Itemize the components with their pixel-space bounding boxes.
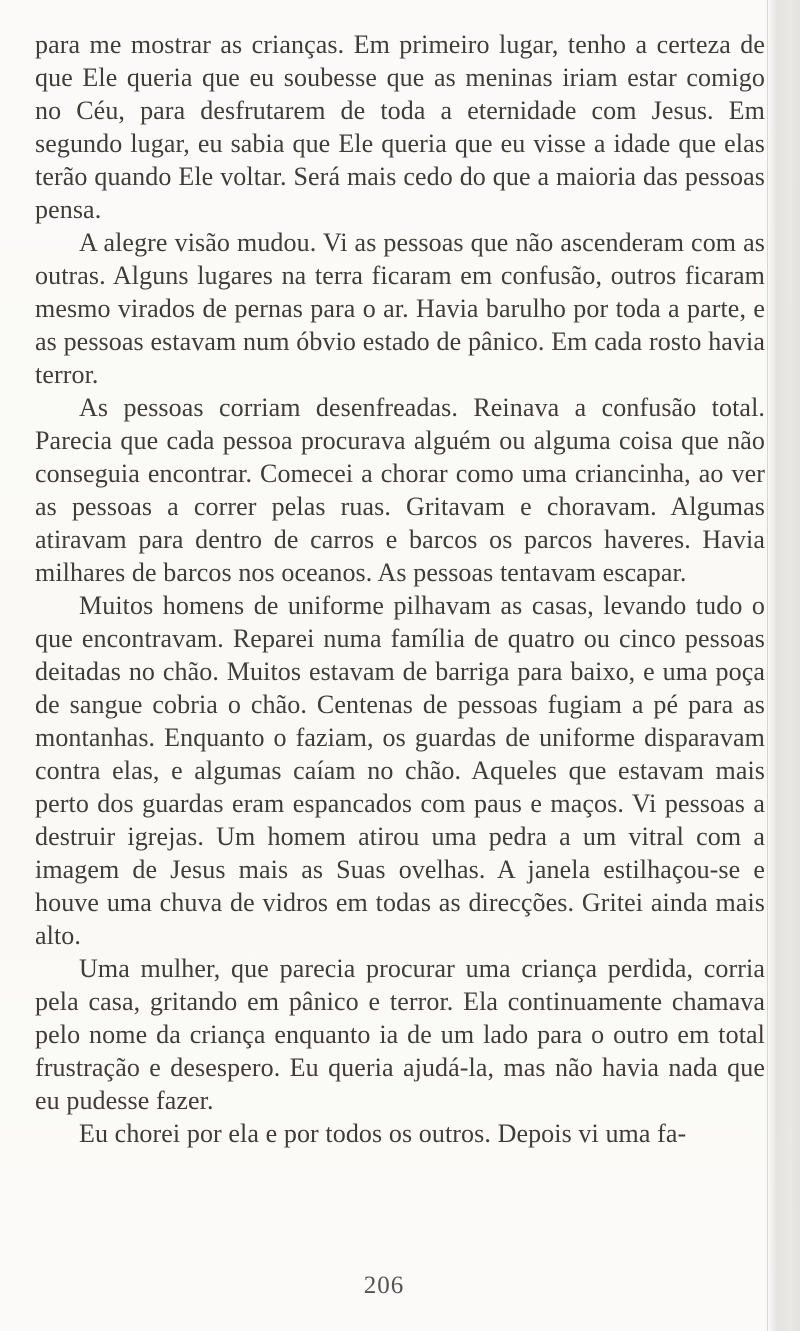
paragraph: A alegre visão mudou. Vi as pessoas que não ascenderam com as outras. Alguns lugares na terra ficaram em confusão, outros ficaram mesmo virados de pernas para o ar. Havia barulho por toda a parte, e as pessoas estavam num óbvio estado de pânico. Em cada rosto havia terror. xyxy=(35,228,765,389)
body-text xyxy=(35,28,765,1150)
scan-edge-shadow xyxy=(767,0,800,1331)
paragraph: Uma mulher, que parecia procurar uma criança perdida, corria pela casa, gritando em pânico e terror. Ela continuamente chamava pelo nome da criança enquanto ia de um lado para o outro em total frustração e desespero. Eu queria ajudá-la, mas não havia nada que eu pudesse fazer. xyxy=(35,954,765,1115)
page-number: 206 xyxy=(363,1272,405,1299)
paragraph: Eu chorei por ela e por todos os outros. Depois vi uma fa- xyxy=(79,1119,687,1148)
paragraph: para me mostrar as crianças. Em primeiro lugar, tenho a certeza de que Ele queria que eu soubesse que as meninas iriam estar comigo no Céu, para desfrutarem de toda a eternidade com Jesus. Em segundo lugar, eu sabia que Ele queria que eu visse a idade que elas terão quando Ele voltar. Será mais cedo do que a maioria das pessoas pensa. xyxy=(35,30,765,224)
paragraph: As pessoas corriam desenfreadas. Reinava a confusão total. Parecia que cada pessoa procurava alguém ou alguma coisa que não conseguia encontrar. Comecei a chorar como uma criancinha, ao ver as pessoas a correr pelas ruas. Gritavam e choravam. Algumas atiravam para dentro de carros e barcos os parcos haveres. Havia milhares de barcos nos oceanos. As pessoas tentavam escapar. xyxy=(35,393,765,587)
paragraph: Muitos homens de uniforme pilhavam as casas, levando tudo o que encontravam. Reparei numa família de quatro ou cinco pessoas deitadas no chão. Muitos estavam de barriga para baixo, e uma poça de sangue cobria o chão. Centenas de pessoas fugiam a pé para as montanhas. Enquanto o faziam, os guardas de uniforme disparavam contra elas, e algumas caíam no chão. Aqueles que estavam mais perto dos guardas eram espancados com paus e maços. Vi pessoas a destruir igrejas. Um homem atirou uma pedra a um vitral com a imagem de Jesus mais as Suas ovelhas. A janela estilhaçou-se e houve uma chuva de vidros em todas as direcções. Gritei ainda mais alto. xyxy=(35,591,765,950)
